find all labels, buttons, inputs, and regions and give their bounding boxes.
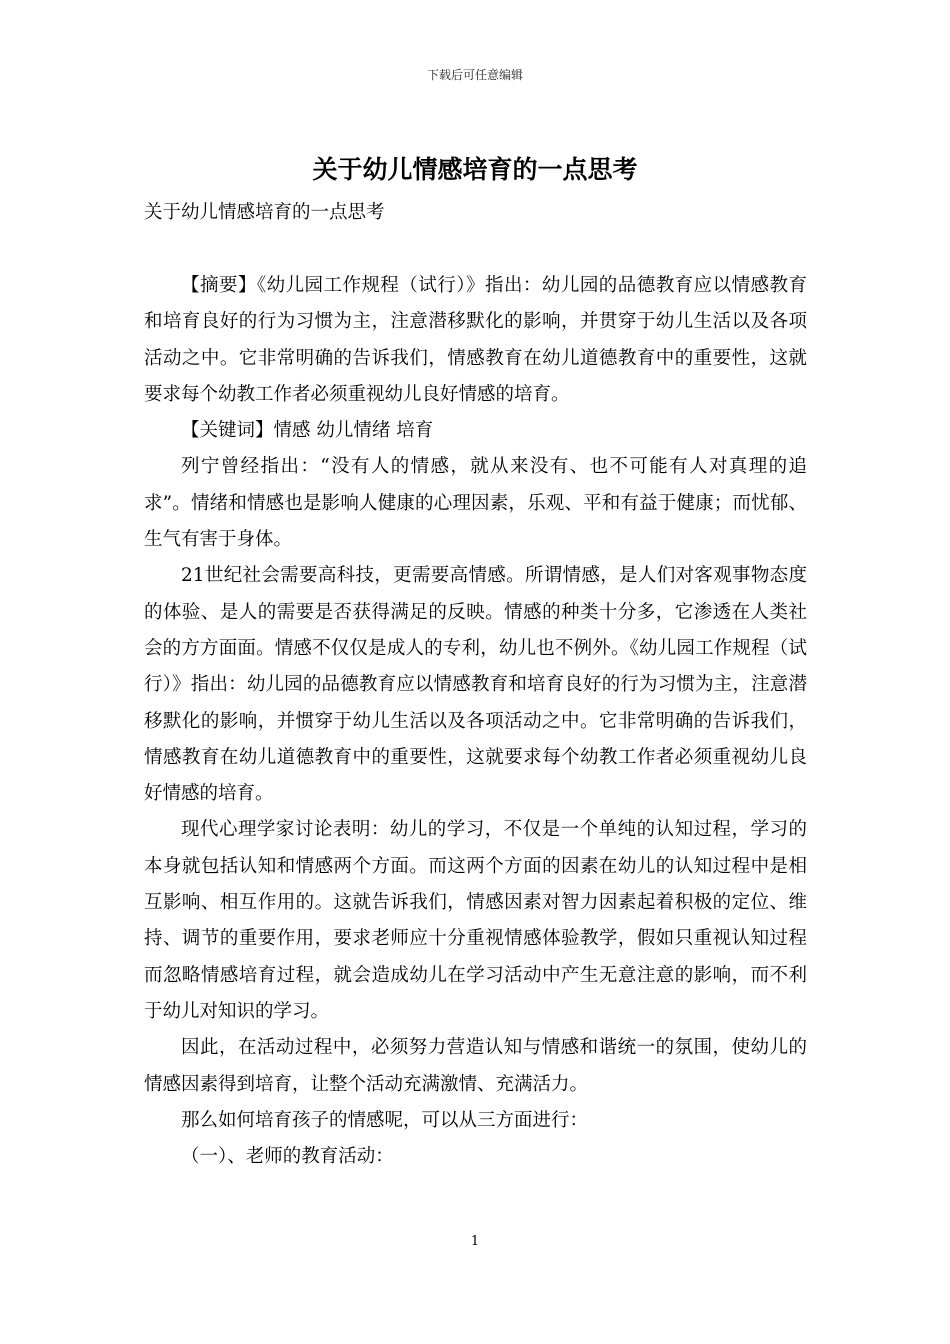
section-heading: （一）、老师的教育活动： [181, 1146, 394, 1168]
body-paragraph: 那么如何培育孩子的情感呢，可以从三方面进行： [181, 1109, 589, 1131]
body-paragraph: 列宁曾经指出：“没有人的情感，就从来没有、也不可能有人对真理的追求”。情绪和情感也是影响人健康的心理因素，乐观、平和有益于健康；而忧郁、生气有害于身体。 [144, 456, 807, 551]
body-paragraph: 现代心理学家讨论表明：幼儿的学习，不仅是一个单纯的认知过程，学习的本身就包括认知和情感两个方面。而这两个方面的因素在幼儿的认知过程中是相互影响、相互作用的。这就告诉我们，情感因素对智力因素起着积极的定位、维持、调节的重要作用，要求老师应十分重视情感体验教学，假如只重视认知过程而忽略情感培育过程，就会造成幼儿在学习活动中产生无意注意的影响，而不利于幼儿对知识的学习。 [144, 819, 807, 1022]
document-subtitle: 关于幼儿情感培育的一点思考 [144, 202, 385, 223]
header-note: 下载后可任意编辑 [426, 68, 523, 82]
page-number: 1 [470, 1234, 480, 1249]
abstract-paragraph: 【摘要】《幼儿园工作规程（试行）》指出：幼儿园的品德教育应以情感教育和培育良好的行为习惯为主，注意潜移默化的影响，并贯穿于幼儿生活以及各项活动之中。它非常明确的告诉我们，情感教育在幼儿道德教育中的重要性，这就要求每个幼教工作者必须重视幼儿良好情感的培育。 [144, 275, 807, 405]
body-paragraph: 21世纪社会需要高科技，更需要高情感。所谓情感，是人们对客观事物态度的体验、是人的需要是否获得满足的反映。情感的种类十分多，它渗透在人类社会的方方面面。情感不仅仅是成人的专利，幼儿也不例外。《幼儿园工作规程（试行）》指出：幼儿园的品德教育应以情感教育和培育良好的行为习惯为主，注意潜移默化的影响，并惯穿于幼儿生活以及各项活动之中。它非常明确的告诉我们，情感教育在幼儿道德教育中的重要性，这就要求每个幼教工作者必须重视幼儿良好情感的培育。 [144, 565, 807, 805]
body-paragraph: 因此，在活动过程中，必须努力营造认知与情感和谐统一的氛围，使幼儿的情感因素得到培育，让整个活动充满激情、充满活力。 [144, 1037, 807, 1095]
document-body [144, 268, 807, 1175]
document-title: 关于幼儿情感培育的一点思考 [312, 155, 638, 184]
keywords-paragraph: 【关键词】情感 幼儿情绪 培育 [181, 420, 434, 442]
